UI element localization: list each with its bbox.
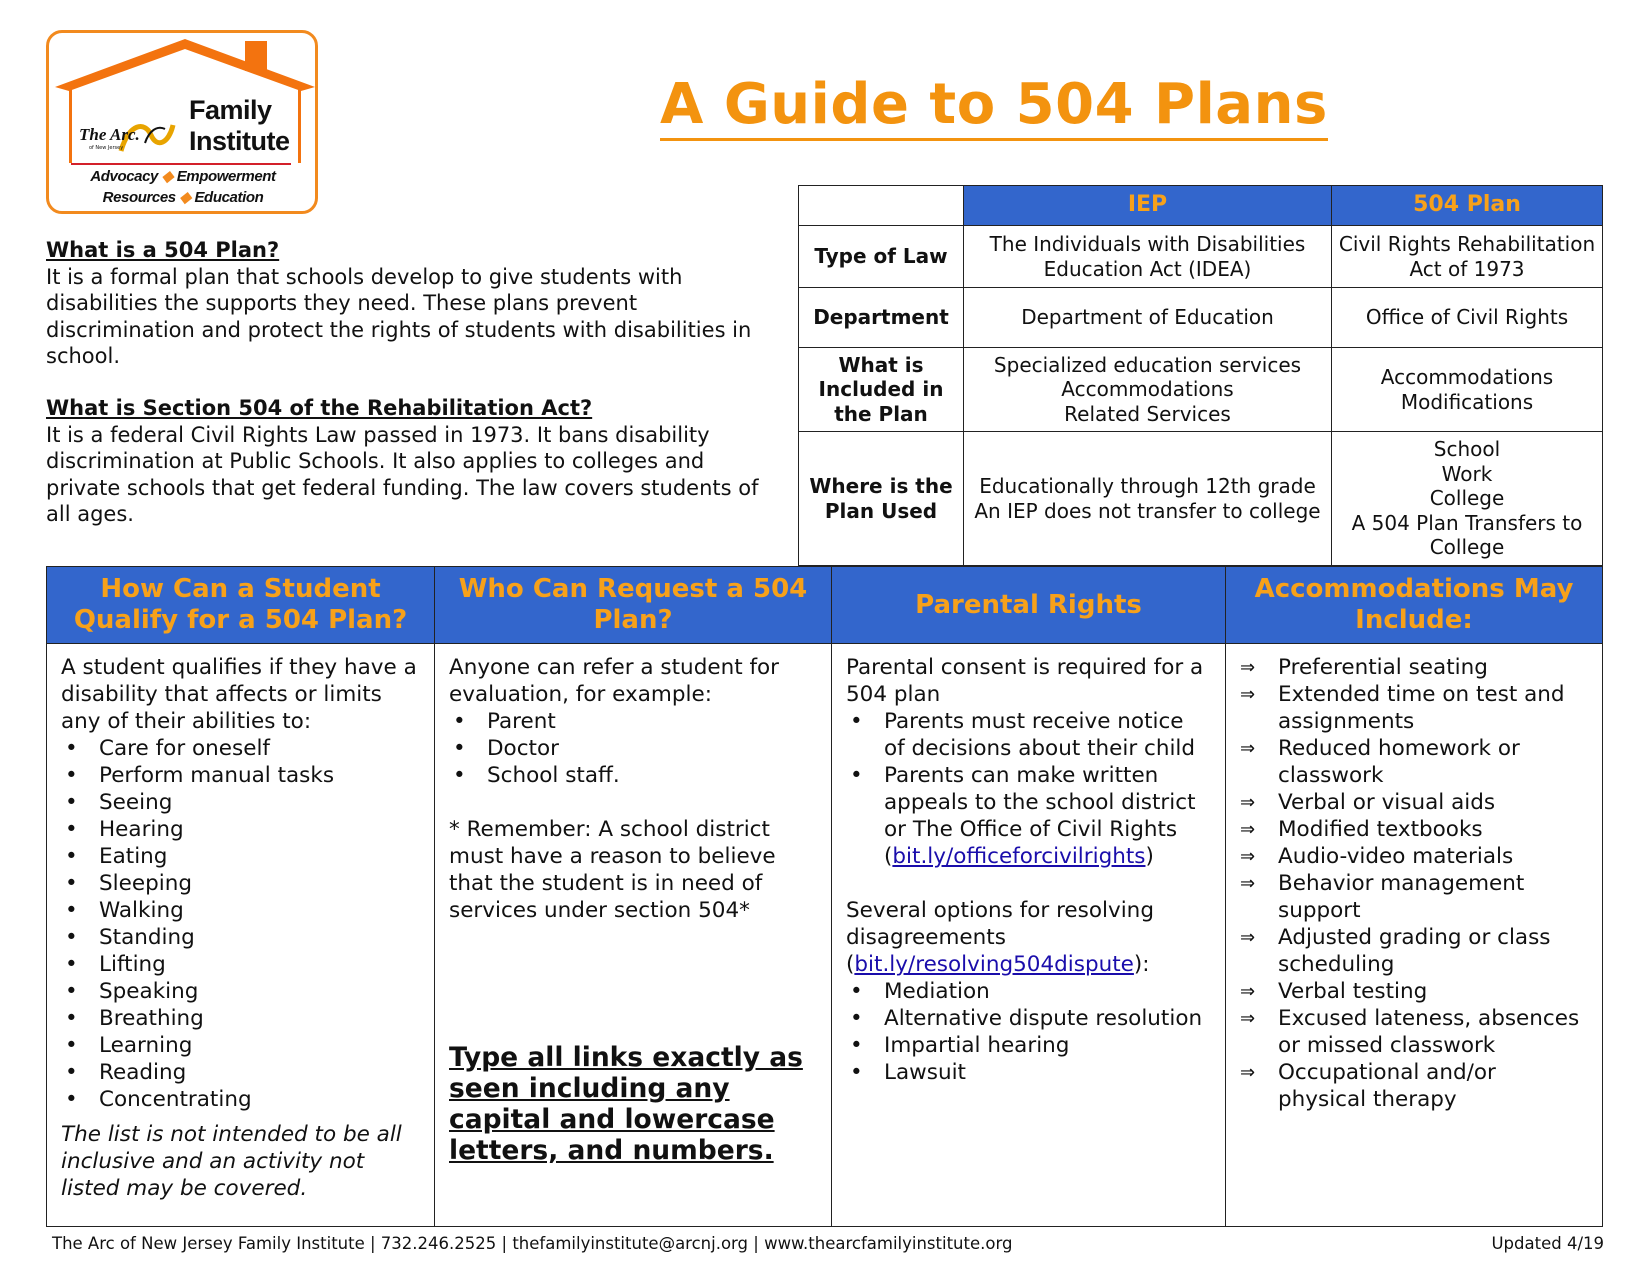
logo-arc-text: The Arc. [79, 125, 140, 144]
iep-cell [964, 226, 1332, 288]
list-item: • Alternative dispute resolution [846, 1005, 1211, 1032]
list-item: • Perform manual tasks [61, 762, 420, 789]
list-item: ⇒ Audio-video materials [1240, 843, 1588, 870]
list-item: • Mediation [846, 978, 1211, 1005]
plan504-cell [1332, 432, 1603, 566]
list-item: ⇒ Extended time on test and assignments [1240, 681, 1588, 735]
requesters-list [449, 708, 817, 789]
tagline-empowerment: Empowerment [176, 168, 276, 185]
logo-divider [71, 163, 291, 165]
iep-vs-504-table [798, 185, 1603, 566]
intro-what-is-504 [46, 237, 776, 370]
cell-line: School [1433, 437, 1501, 462]
intro-text: It is a formal plan that schools develop to give students with disabilities the supports they need. These plans prevent discrimination and protect the rights of students with disabilities in school. [46, 264, 752, 368]
footer-contact: The Arc of New Jersey Family Institute | 732.246.2525 | thefamilyinstitute@arcnj.org | www.thearcfamilyinstitute.org [52, 1234, 1013, 1253]
list-item: • Parent [449, 708, 817, 735]
cell-line: Accommodations [1380, 365, 1554, 389]
list-item: • School staff. [449, 762, 817, 789]
iep-cell [964, 288, 1332, 348]
list-item: • Parents can make written appeals to the school district or The Office of Civil Rights (bit.ly/officeforcivilrights) [846, 762, 1211, 870]
spacer [449, 924, 817, 1042]
column-body [1226, 644, 1602, 1113]
list-item: ⇒ Behavior management support [1240, 870, 1588, 924]
row-label: Department [799, 288, 964, 348]
plan504-cell [1332, 348, 1603, 432]
list-item: • Walking [61, 897, 420, 924]
dispute-options-list [846, 978, 1211, 1086]
intro-heading: What is Section 504 of the Rehabilitation Act? [46, 396, 593, 420]
page-title: A Guide to 504 Plans [660, 74, 1328, 141]
row-label: Type of Law [799, 226, 964, 288]
intro-section-504 [46, 395, 776, 528]
accommodations-column [1226, 567, 1602, 1226]
list-item: ⇒ Verbal or visual aids [1240, 789, 1588, 816]
tagline-resources: Resources [102, 189, 176, 206]
table-row [799, 226, 1603, 288]
spacer [449, 789, 817, 816]
list-item: • Learning [61, 1032, 420, 1059]
list-item: • Impartial hearing [846, 1032, 1211, 1059]
logo-name-line1: Family [189, 95, 272, 125]
table-corner-cell [799, 186, 964, 226]
accommodations-list [1240, 654, 1588, 1113]
tagline-education: Education [194, 189, 264, 206]
cell-line: Act of 1973 [1409, 256, 1525, 281]
column-body [832, 644, 1225, 1086]
list-item: ⇒ Modified textbooks [1240, 816, 1588, 843]
list-item: • Standing [61, 924, 420, 951]
qualify-column [47, 567, 435, 1226]
list-item: • Doctor [449, 735, 817, 762]
list-item: • Lifting [61, 951, 420, 978]
cell-line: College [1429, 486, 1505, 511]
column-header: Who Can Request a 504 Plan? [435, 567, 831, 644]
cell-line: Educationally through 12th grade [979, 474, 1316, 498]
options-intro: Several options for resolving disagreements (bit.ly/resolving504dispute): [846, 898, 1154, 977]
intro-text: It is a federal Civil Rights Law passed in 1973. It bans disability discrimination at Public Schools. It also applies to colleges and private schools that get federal funding. The law covers students of all ages. [46, 422, 759, 526]
list-item: • Concentrating [61, 1086, 420, 1113]
column-header: Parental Rights [832, 567, 1225, 644]
resolving-dispute-link[interactable]: bit.ly/resolving504dispute [854, 952, 1134, 977]
list-item: • Hearing [61, 816, 420, 843]
plan504-cell [1332, 288, 1603, 348]
logo-name [189, 95, 290, 157]
list-item: • Lawsuit [846, 1059, 1211, 1086]
logo-name-line2: Institute [189, 126, 290, 156]
cell-line: Civil Rights Rehabilitation [1338, 232, 1596, 256]
cell-line: Department of Education [1021, 305, 1274, 330]
request-intro: Anyone can refer a student for evaluation, for example: [449, 655, 780, 707]
column-body [47, 644, 434, 1202]
iep-cell [964, 432, 1332, 566]
logo-tagline-2 [55, 188, 311, 206]
list-item: • Speaking [61, 978, 420, 1005]
cell-line: Accommodations [1061, 377, 1234, 402]
qualify-intro: A student qualifies if they have a disability that affects or limits any of their abilities to: [61, 655, 417, 734]
cell-line: A 504 Plan Transfers to College [1351, 510, 1583, 560]
list-item: ⇒ Verbal testing [1240, 978, 1588, 1005]
list-item: • Parents must receive notice of decisions about their child [846, 708, 1211, 762]
links-note: Type all links exactly as seen including any capital and lowercase letters, and numbers. [449, 1042, 803, 1166]
column-body [435, 644, 831, 1166]
remember-note: * Remember: A school district must have a reason to believe that the student is in need of services under section 504* [449, 817, 776, 923]
list-item: ⇒ Adjusted grading or class scheduling [1240, 924, 1588, 978]
diamond-icon: ◆ [179, 189, 191, 206]
tagline-advocacy: Advocacy [90, 168, 158, 185]
logo-tagline-1 [55, 167, 311, 185]
parental-rights-column [832, 567, 1226, 1226]
cell-line: Office of Civil Rights [1365, 305, 1569, 330]
cell-line: The Individuals with Disabilities [989, 232, 1306, 256]
spacer [846, 870, 1211, 897]
list-item: • Reading [61, 1059, 420, 1086]
list-item-text: Parents can make written appeals to the school district or The Office of Civil Rights [884, 763, 1196, 842]
list-item: ⇒ Preferential seating [1240, 654, 1588, 681]
list-item: • Eating [61, 843, 420, 870]
plan504-cell [1332, 226, 1603, 288]
list-item: • Seeing [61, 789, 420, 816]
list-item: ⇒ Excused lateness, absences or missed classwork [1240, 1005, 1588, 1059]
cell-line: An IEP does not transfer to college [974, 498, 1321, 523]
logo-arc-subtext: of New Jersey [89, 145, 124, 151]
request-column [435, 567, 832, 1226]
list-item: • Breathing [61, 1005, 420, 1032]
iep-cell [964, 348, 1332, 432]
list-item: • Sleeping [61, 870, 420, 897]
row-label: What is Included in the Plan [799, 348, 964, 432]
table-row [799, 432, 1603, 566]
column-header: How Can a Student Qualify for a 504 Plan? [47, 567, 434, 644]
options-intro-text: Several options for resolving disagreements [846, 898, 1154, 950]
list-item: • Care for oneself [61, 735, 420, 762]
parental-rights-list [846, 708, 1211, 870]
list-item: ⇒ Reduced homework or classwork [1240, 735, 1588, 789]
parental-intro: Parental consent is required for a 504 plan [846, 655, 1204, 707]
cell-line: Related Services [1064, 401, 1231, 426]
info-columns [46, 566, 1603, 1227]
cell-line: Work [1441, 461, 1493, 486]
family-institute-logo [46, 30, 318, 214]
diamond-icon: ◆ [161, 168, 173, 185]
table-header-row [799, 186, 1603, 226]
qualify-note: The list is not intended to be all inclusive and an activity not listed may be covered. [61, 1122, 402, 1201]
intro-heading: What is a 504 Plan? [46, 238, 280, 262]
table-row [799, 288, 1603, 348]
footer-updated: Updated 4/19 [1491, 1234, 1604, 1253]
header-iep: IEP [964, 186, 1332, 226]
office-civil-rights-link[interactable]: bit.ly/officeforcivilrights [892, 844, 1146, 869]
cell-line: Modifications [1400, 389, 1534, 414]
column-header: Accommodations May Include: [1226, 567, 1602, 644]
abilities-list [61, 735, 420, 1113]
list-item: ⇒ Occupational and/or physical therapy [1240, 1059, 1588, 1113]
cell-line: Education Act (IDEA) [1043, 256, 1252, 281]
row-label: Where is the Plan Used [799, 432, 964, 566]
header-504: 504 Plan [1332, 186, 1603, 226]
cell-line: Specialized education services [993, 352, 1302, 377]
table-row [799, 348, 1603, 432]
